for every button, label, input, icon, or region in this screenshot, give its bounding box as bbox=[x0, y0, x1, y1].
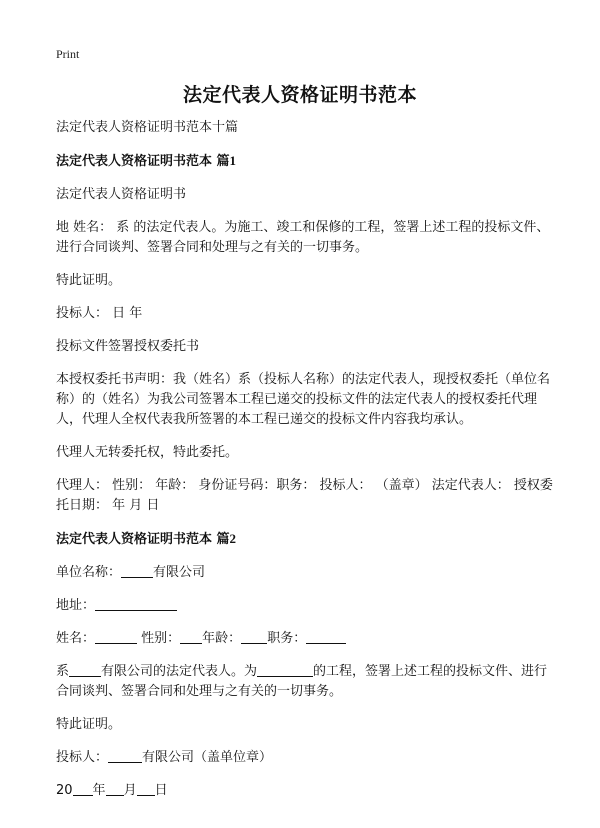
year-blank bbox=[73, 781, 93, 796]
section-1-heading: 法定代表人资格证明书范本 篇1 bbox=[56, 153, 237, 169]
unit-name-line bbox=[56, 563, 556, 583]
section-1-paragraph: 代理人： 性别： 年龄： 身份证号码：职务： 投标人： （盖章） 法定代表人： 授权委托日期： 年 月 日 bbox=[56, 478, 553, 513]
legal-rep-text-c: 的工程，签署上述工程的投标文件、进行合同谈判、签署合同和处理与之有关的一切事务。 bbox=[56, 664, 548, 699]
unit-name-suffix: 有限公司 bbox=[153, 565, 206, 580]
document-body bbox=[56, 118, 556, 814]
unit-name-label: 单位名称： bbox=[56, 565, 122, 580]
position-blank bbox=[306, 629, 346, 644]
person-info-line bbox=[56, 629, 556, 649]
company-blank bbox=[69, 662, 101, 677]
position-label: 职务： bbox=[267, 631, 307, 646]
section-1-paragraph: 代理人无转委托权，特此委托。 bbox=[56, 445, 239, 460]
section-1-paragraph: 法定代表人资格证明书 bbox=[56, 187, 187, 202]
address-line bbox=[56, 596, 556, 616]
legal-rep-paragraph bbox=[56, 662, 556, 702]
age-blank bbox=[241, 629, 267, 644]
month-label: 月 bbox=[123, 783, 137, 798]
print-link[interactable]: Print bbox=[56, 47, 80, 61]
section-1-paragraph: 投标人： 日 年 bbox=[56, 306, 143, 321]
section-1-paragraph: 地 姓名： 系 的法定代表人。为施工、竣工和保修的工程，签署上述工程的投标文件、进行合同谈判、签署合同和处理与之有关的一切事务。 bbox=[56, 220, 550, 255]
section-1-paragraph: 投标文件签署授权委托书 bbox=[56, 339, 200, 354]
address-label: 地址： bbox=[56, 598, 96, 613]
section-2-heading: 法定代表人资格证明书范本 篇2 bbox=[56, 531, 237, 547]
day-blank bbox=[137, 781, 155, 796]
gender-blank bbox=[180, 629, 202, 644]
page-title: 法定代表人资格证明书范本 bbox=[182, 84, 417, 106]
date-prefix: 20 bbox=[56, 783, 73, 798]
project-blank bbox=[257, 662, 313, 677]
bidder-suffix: 有限公司（盖单位章） bbox=[142, 750, 273, 765]
legal-rep-text-b: 有限公司的法定代表人。为 bbox=[101, 664, 258, 679]
year-label: 年 bbox=[92, 783, 106, 798]
day-label: 日 bbox=[154, 783, 168, 798]
legal-rep-text-a: 系 bbox=[56, 664, 70, 679]
bidder-line bbox=[56, 748, 556, 768]
doc-subtitle: 法定代表人资格证明书范本十篇 bbox=[56, 120, 239, 135]
section-1-paragraph: 特此证明。 bbox=[56, 273, 122, 288]
date-line bbox=[56, 781, 556, 801]
age-label: 年龄： bbox=[202, 631, 242, 646]
address-blank bbox=[95, 596, 177, 611]
certify-line: 特此证明。 bbox=[56, 717, 122, 732]
name-label: 姓名： bbox=[56, 631, 96, 646]
bidder-blank bbox=[108, 748, 142, 763]
bidder-label: 投标人： bbox=[56, 750, 109, 765]
month-blank bbox=[106, 781, 124, 796]
name-blank bbox=[95, 629, 137, 644]
gender-label: 性别： bbox=[141, 631, 181, 646]
unit-name-blank bbox=[121, 563, 153, 578]
section-1-paragraph: 本授权委托书声明：我（姓名）系（投标人名称）的法定代表人，现授权委托（单位名称）的（姓名）为我公司签署本工程已递交的投标文件的法定代表人的授权委托代理人，代理人全权代表我所签署的本工程已递交的投标文件内容我均承认。 bbox=[56, 372, 551, 427]
